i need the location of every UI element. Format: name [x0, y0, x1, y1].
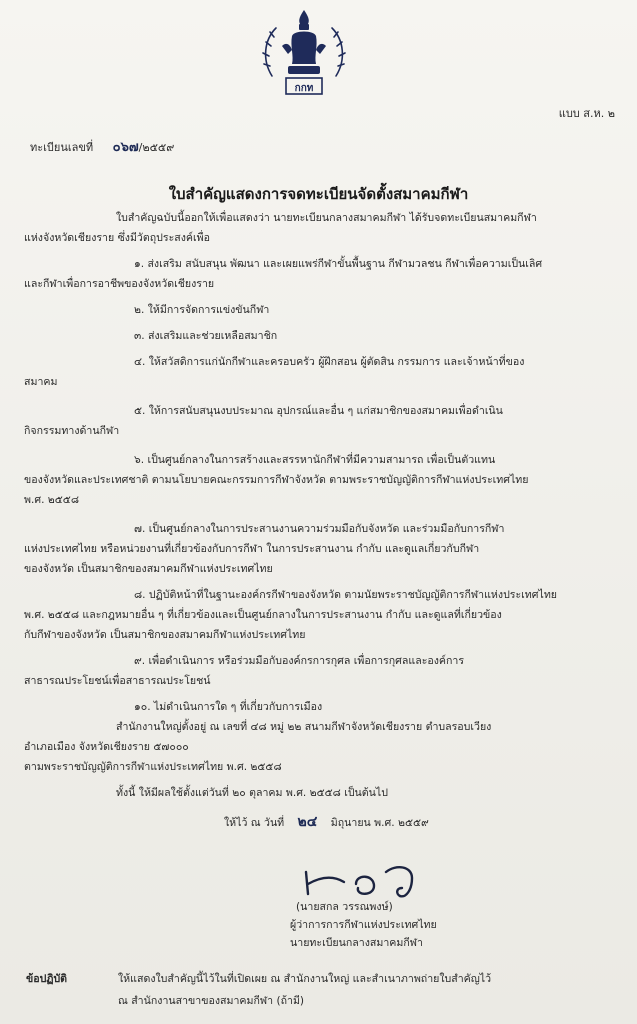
objective-9-line-2: สาธารณประโยชน์เพื่อสาธารณประโยชน์	[24, 675, 211, 687]
sports-authority-emblem-icon	[258, 6, 350, 106]
office-line-2: อำเภอเมือง จังหวัดเชียงราย ๕๗๐๐๐	[24, 741, 189, 753]
office-line-3: ตามพระราชบัญญัติการกีฬาแห่งประเทศไทย พ.ศ. ๒๕๕๘	[24, 761, 282, 773]
objective-4-line-1: ๔. ให้สวัสดิการแก่นักกีฬาและครอบครัว ผู้ฝึกสอน ผู้ตัดสิน กรรมการ และเจ้าหน้าที่ของ	[134, 356, 525, 368]
objective-6-line-2: ของจังหวัดและประเทศชาติ ตามนโยบายคณะกรรมการกีฬาจังหวัด ตามพระราชบัญญัติการกีฬาแห่งประเทศไทย	[24, 474, 529, 486]
signer-block	[290, 898, 437, 952]
objective-9-line-1: ๙. เพื่อดำเนินการ หรือร่วมมือกับองค์กรการกุศล เพื่อการกุศลและองค์การ	[134, 655, 465, 667]
notes-label: ข้อปฏิบัติ	[26, 973, 68, 985]
intro-line-1: ใบสำคัญฉบับนี้ออกให้เพื่อแสดงว่า นายทะเบียนกลางสมาคมกีฬา ได้รับจดทะเบียนสมาคมกีฬา	[116, 212, 537, 224]
registration-number: ๐๖๗	[112, 140, 139, 155]
registration-label: ทะเบียนเลขที่	[30, 141, 94, 154]
notes-block	[26, 968, 616, 1012]
intro-line-2: แห่งจังหวัดเชียงราย ซึ่งมีวัตถุประสงค์เพื่อ	[24, 232, 210, 244]
objective-8-line-1: ๘. ปฏิบัติหน้าที่ในฐานะองค์กรกีฬาของจังหวัด ตามนัยพระราชบัญญัติการกีฬาแห่งประเทศไทย	[134, 589, 558, 601]
objective-6-line-3: พ.ศ. ๒๕๕๘	[24, 494, 80, 506]
given-date-line	[24, 812, 616, 833]
notes-line-2: ณ สำนักงานสาขาของสมาคมกีฬา (ถ้ามี)	[118, 995, 305, 1007]
objective-8-line-3: กับกีฬาของจังหวัด เป็นสมาชิกของสมาคมกีฬาแห่งประเทศไทย	[24, 629, 306, 641]
objective-5-line-1: ๕. ให้การสนับสนุนงบประมาณ อุปกรณ์และอื่น ๆ แก่สมาชิกของสมาคมเพื่อดำเนิน	[134, 405, 503, 417]
registration-year: /๒๕๕๙	[138, 141, 175, 154]
given-date-month-year: มิถุนายน พ.ศ. ๒๕๕๙	[330, 817, 429, 829]
office-line-1: สำนักงานใหญ่ตั้งอยู่ ณ เลขที่ ๔๘ หมู่ ๒๒ สนามกีฬาจังหวัดเชียงราย ตำบลรอบเวียง	[116, 721, 492, 733]
signer-title-1: ผู้ว่าการการกีฬาแห่งประเทศไทย	[290, 919, 437, 931]
objective-7-line-1: ๗. เป็นศูนย์กลางในการประสานงานความร่วมมือกับจังหวัด และร่วมมือกับการกีฬา	[134, 523, 505, 535]
objective-7-line-3: ของจังหวัด เป็นสมาชิกของสมาคมกีฬาแห่งประเทศไทย	[24, 563, 273, 575]
given-date-prefix: ให้ไว้ ณ วันที่	[224, 817, 285, 829]
notes-line-1: ให้แสดงใบสำคัญนี้ไว้ในที่เปิดเผย ณ สำนักงานใหญ่ และสำเนาภาพถ่ายใบสำคัญไว้	[118, 973, 492, 985]
objective-6-line-1: ๖. เป็นศูนย์กลางในการสร้างและสรรหานักกีฬาที่มีความสามารถ เพื่อเป็นตัวแทน	[134, 454, 496, 466]
document-body	[24, 208, 616, 833]
objective-1-line-1: ๑. ส่งเสริม สนับสนุน พัฒนา และเผยแพร่กีฬาขั้นพื้นฐาน กีฬามวลชน กีฬาเพื่อความเป็นเลิศ	[134, 258, 543, 270]
svg-text:กกท: กกท	[294, 83, 314, 94]
document-title: ใบสำคัญแสดงการจดทะเบียนจัดตั้งสมาคมกีฬา	[168, 185, 469, 203]
signer-title-2: นายทะเบียนกลางสมาคมกีฬา	[290, 937, 423, 949]
objective-8-line-2: พ.ศ. ๒๕๕๘ และกฎหมายอื่น ๆ ที่เกี่ยวข้องและเป็นศูนย์กลางในการประสานงาน กำกับ และดูแลที่เกี่ยวข้อง	[24, 609, 502, 621]
objective-7-line-2: แห่งประเทศไทย หรือหน่วยงานที่เกี่ยวข้องกับการกีฬา ในการประสานงาน กำกับ และดูแลเกี่ยวกับกีฬา	[24, 543, 480, 555]
objective-3: ๓. ส่งเสริมและช่วยเหลือสมาชิก	[134, 330, 278, 342]
objective-2: ๒. ให้มีการจัดการแข่งขันกีฬา	[134, 304, 270, 316]
handwritten-signature-icon	[300, 862, 450, 902]
objective-10: ๑๐. ไม่ดำเนินการใด ๆ ที่เกี่ยวกับการเมือง	[134, 701, 323, 713]
signer-name: (นายสกล วรรณพงษ์)	[296, 901, 393, 913]
given-date-day: ๒๔	[297, 814, 318, 830]
registration-line	[30, 136, 174, 157]
objective-1-line-2: และกีฬาเพื่อการอาชีพของจังหวัดเชียงราย	[24, 278, 215, 290]
effective-date-line: ทั้งนี้ ให้มีผลใช้ตั้งแต่วันที่ ๒๐ ตุลาคม พ.ศ. ๒๕๕๘ เป็นต้นไป	[116, 787, 388, 799]
objective-5-line-2: กิจกรรมทางด้านกีฬา	[24, 425, 120, 437]
form-code: แบบ ส.ห. ๒	[558, 107, 615, 120]
objective-4-line-2: สมาคม	[24, 376, 58, 388]
